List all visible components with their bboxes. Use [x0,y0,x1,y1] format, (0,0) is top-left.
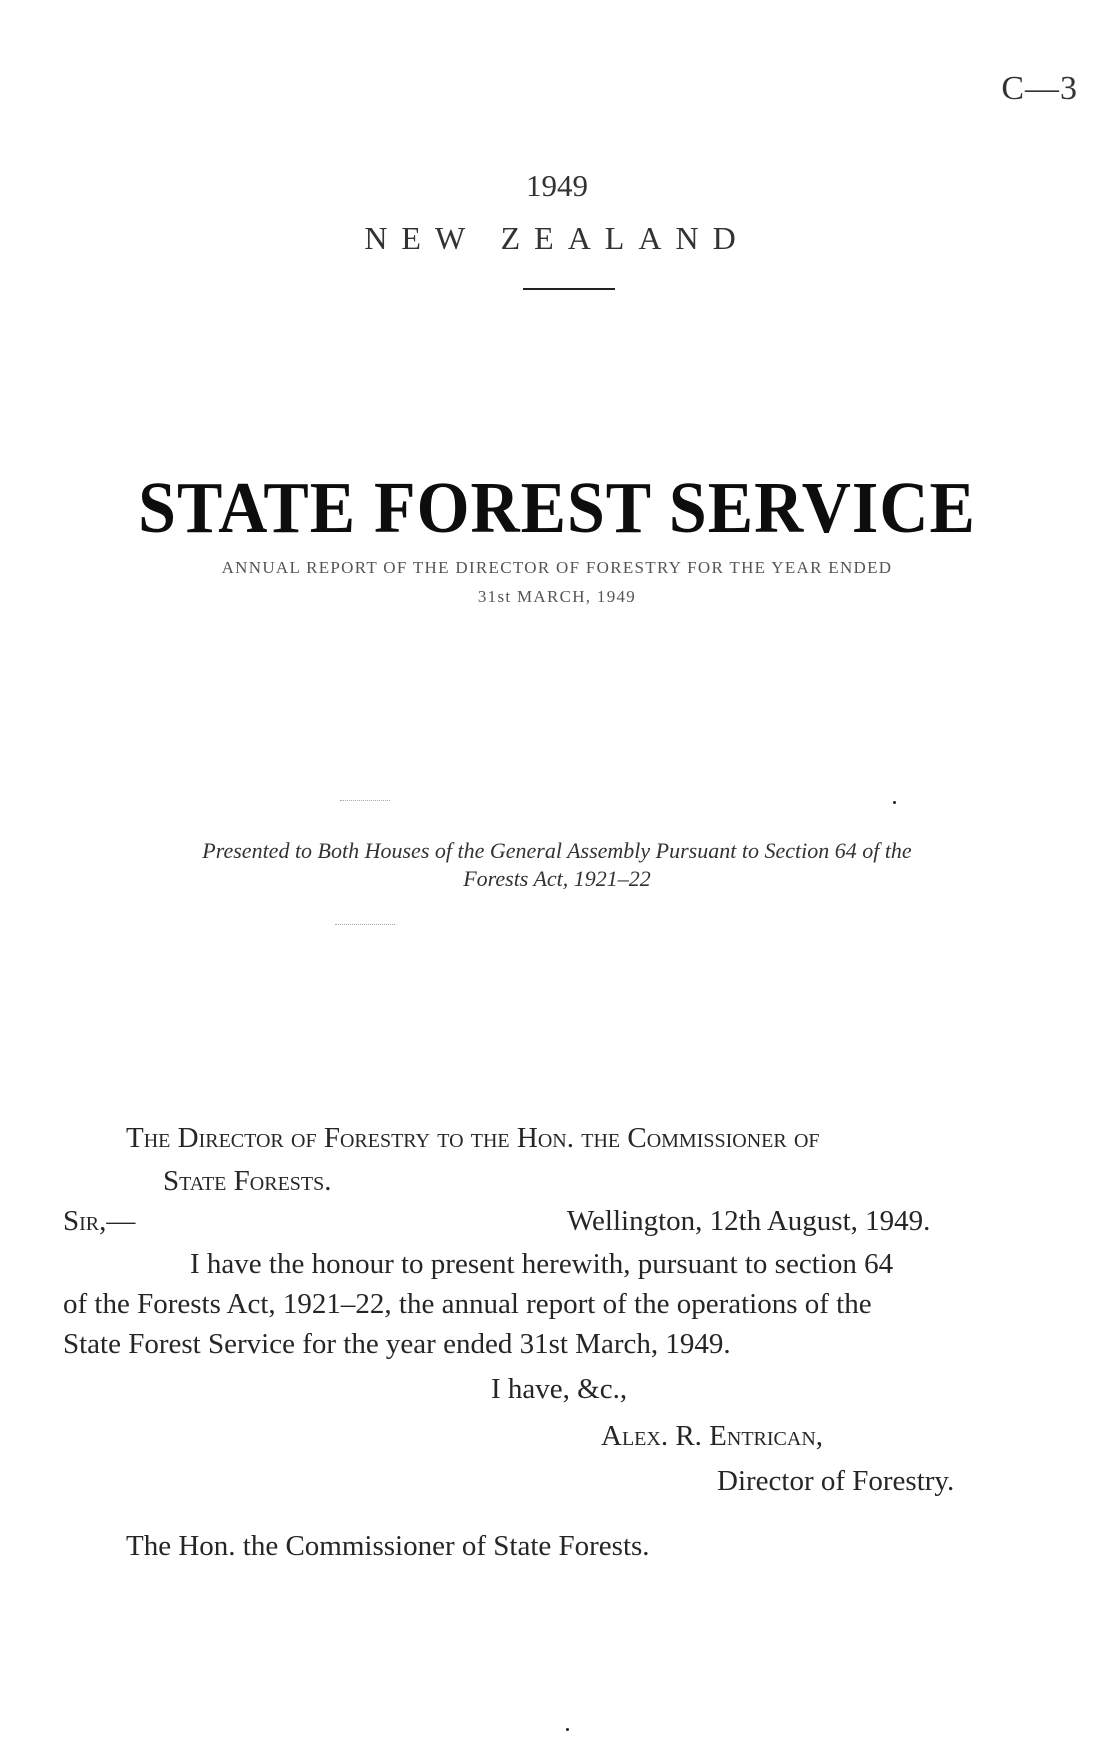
letter-body-line-3: State Forest Service for the year ended 31st March, 1949. [63,1328,731,1360]
presentation-note-line-1: Presented to Both Houses of the General Assembly Pursuant to Section 64 of the [202,838,912,863]
letter-date-line: Wellington, 12th August, 1949. [567,1205,931,1237]
print-speck [566,1728,569,1731]
page-identifier: C—3 [1001,70,1078,107]
letter-closing: I have, &c., [491,1373,628,1405]
document-title: STATE FOREST SERVICE [138,465,976,548]
country-heading: NEW ZEALAND [364,220,750,256]
footer-addressee: The Hon. the Commissioner of State Forests. [126,1530,650,1562]
report-year: 1949 [526,168,588,203]
report-subtitle-line-2: 31st MARCH, 1949 [477,587,637,606]
letter-addressee-line-2: State Forests. [163,1165,332,1197]
heading-rule [523,288,615,290]
faint-dotted-rule [340,800,390,801]
letter-body-line-2: of the Forests Act, 1921–22, the annual report of the operations of the [63,1288,872,1320]
faint-dotted-rule [335,924,395,925]
letter-body-line-1: I have the honour to present herewith, pursuant to section 64 [190,1248,894,1280]
letter-salutation: Sir,— [63,1205,136,1237]
signature-title: Director of Forestry. [717,1465,955,1497]
presentation-note-line-2: Forests Act, 1921–22 [463,866,651,891]
letter-addressee-line-1: The Director of Forestry to the Hon. the Commissioner of [126,1122,820,1154]
signature-name: Alex. R. Entrican, [601,1420,824,1452]
print-speck [893,801,896,804]
report-subtitle-line-1: ANNUAL REPORT OF THE DIRECTOR OF FORESTRY FOR THE YEAR ENDED [221,558,893,577]
